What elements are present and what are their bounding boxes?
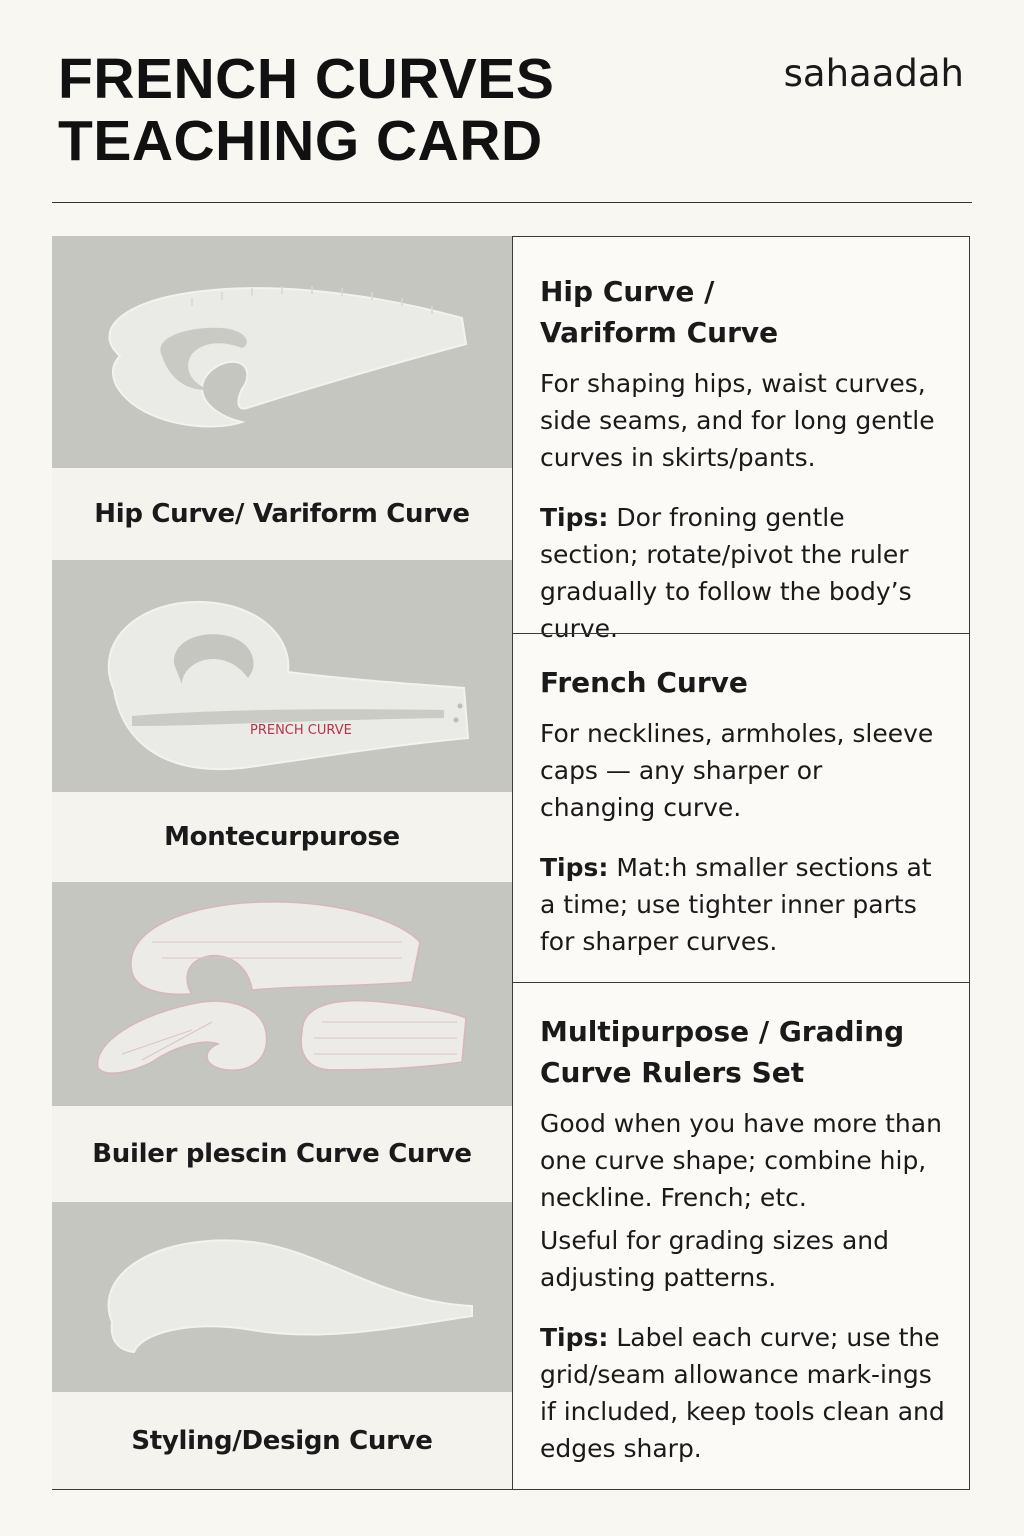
french-curve-description: For necklines, armholes, sleeve caps — any sharper or changing curve. [540, 719, 934, 822]
hip-curve-title [540, 271, 945, 353]
french-curve-title: French Curve [540, 666, 748, 699]
french-curve-tips-text: Mat:h smaller sections at a time; use tighter inner parts for sharper curves. [540, 853, 932, 956]
hip-curve-section [513, 237, 969, 643]
hip-curve-title-line-2: Variform Curve [540, 316, 779, 349]
hip-curve-caption: Hip Curve/ Variform Curve [52, 468, 512, 560]
multipurpose-set-photo [52, 882, 512, 1106]
multipurpose-title [540, 1011, 945, 1093]
multipurpose-section [513, 982, 969, 1491]
page-title [58, 48, 554, 172]
french-curve-section [513, 633, 969, 982]
french-curve-ruler-image [52, 560, 512, 792]
title-line-2: TEACHING CARD [58, 109, 543, 173]
brand-name: sahaadah [783, 52, 964, 95]
french-curve-tips-label: Tips: [540, 853, 609, 882]
styling-curve-photo [52, 1202, 512, 1392]
multipurpose-title-line-2: Curve Rulers Set [540, 1056, 805, 1089]
hip-curve-photo [52, 236, 512, 468]
hip-curve-tips-text: Dor froning gentle section; rotate/pivot the ruler gradually to follow the body’s curve. [540, 503, 912, 643]
multipurpose-tips-label: Tips: [540, 1323, 609, 1352]
hip-curve-description: For shaping hips, waist curves, side seams, and for long gentle curves in skirts/pants. [540, 369, 935, 472]
hip-curve-ruler-image [52, 236, 512, 468]
multipurpose-set-image [52, 882, 512, 1106]
french-curve-photo [52, 560, 512, 792]
hip-curve-tips-label: Tips: [540, 503, 609, 532]
french-curve-caption: Montecurpurose [52, 792, 512, 882]
gallery-bottom-border [52, 1489, 512, 1490]
multipurpose-set-caption: Builer plescin Curve Curve [52, 1106, 512, 1202]
styling-curve-caption: Styling/Design Curve [52, 1392, 512, 1490]
hip-curve-title-line-1: Hip Curve / [540, 275, 715, 308]
multipurpose-title-line-1: Multipurpose / Grading [540, 1015, 905, 1048]
multipurpose-description: Good when you have more than one curve shape; combine hip, neckline. French; etc. [540, 1109, 942, 1212]
french-curve-tips [540, 849, 945, 960]
styling-curve-ruler-image [52, 1202, 512, 1392]
tool-descriptions [512, 236, 970, 1490]
multipurpose-tips [540, 1319, 945, 1467]
multipurpose-description-2: Useful for grading sizes and adjusting patterns. [540, 1226, 889, 1292]
header-divider [52, 202, 972, 203]
title-line-1: FRENCH CURVES [58, 47, 555, 111]
multipurpose-tips-text: Label each curve; use the grid/seam allowance mark-ings if included, keep tools clean and edges sharp. [540, 1323, 945, 1463]
french-curve-ruler-label: PRENCH CURVE [250, 723, 352, 738]
hip-curve-tips [540, 499, 945, 647]
